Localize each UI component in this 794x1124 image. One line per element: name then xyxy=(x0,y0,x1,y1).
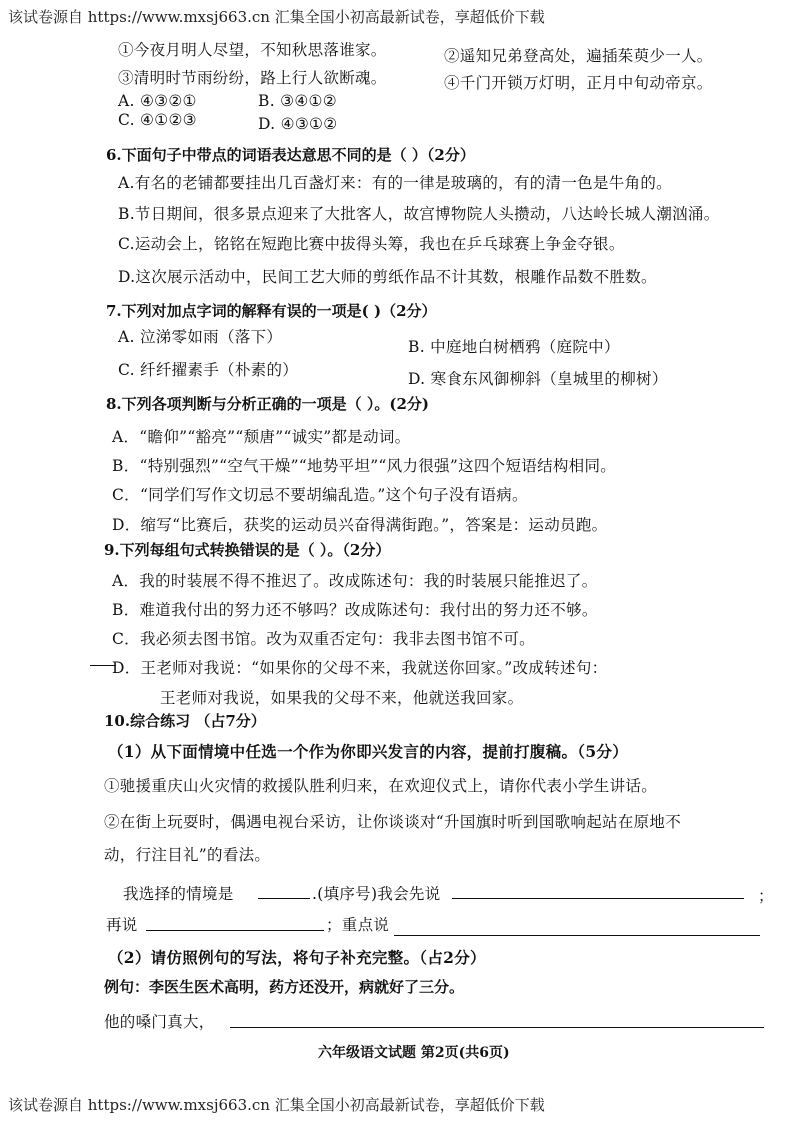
q5-option-b: B. ③④①② xyxy=(258,92,337,110)
q5-line2-right: ④千门开锁万灯明，正月中旬动帝京。 xyxy=(444,74,713,92)
page-footer: 六年级语文试题 第2页(共6页) xyxy=(318,1045,510,1061)
q10-fill1-label2: .(填序号)我会先说 xyxy=(312,885,441,903)
q10-scenario-choice-blank[interactable] xyxy=(258,898,310,899)
q7-option-d: D. 寒食东风御柳斜（皇城里的柳树） xyxy=(408,370,668,388)
q5-line2-left: ③清明时节雨纷纷，路上行人欲断魂。 xyxy=(118,69,387,87)
q10-prompt: 他的嗓门真大， xyxy=(104,1013,215,1031)
q6-option-c: C.运动会上，铭铭在短跑比赛中拔得头筹，我也在乒乓球赛上争金夺银。 xyxy=(118,235,625,253)
q10-imitation-answer-blank[interactable] xyxy=(230,1027,764,1028)
q10-part1: （1）从下面情境中任选一个作为你即兴发言的内容，提前打腹稿。（5分） xyxy=(108,742,629,761)
q8-option-d: D．缩写“比赛后，获奖的运动员兴奋得满街跑。”，答案是：运动员跑。 xyxy=(112,516,608,534)
q7-option-c: C. 纤纤擢素手（朴素的） xyxy=(118,361,299,379)
footer-banner: 该试卷源自 https://www.mxsj663.cn 汇集全国小初高最新试卷，享超低价下载 xyxy=(8,1096,545,1114)
q7-stem: 7.下列对加点字词的解释有误的一项是( )（2分） xyxy=(106,302,437,320)
q10-first-say-blank[interactable] xyxy=(452,898,744,899)
q10-fill2-label2: ；重点说 xyxy=(326,916,390,934)
q7-option-a: A. 泣涕零如雨（落下） xyxy=(118,328,283,346)
q10-scenario-2-line1: ②在街上玩耍时，偶遇电视台采访，让你谈谈对“升国旗时听到国歌响起站在原地不 xyxy=(104,813,682,831)
q10-scenario-1: ①驰援重庆山火灾情的救援队胜利归来，在欢迎仪式上，请你代表小学生讲话。 xyxy=(104,777,658,795)
q6-option-b: B.节日期间，很多景点迎来了大批客人，故宫博物院人头攒动，八达岭长城人潮汹涌。 xyxy=(118,205,720,223)
q5-line1-left: ①今夜月明人尽望，不知秋思落谁家。 xyxy=(118,41,387,59)
q10-fill1-semicolon: ； xyxy=(758,887,774,905)
q10-part2: （2）请仿照例句的写法，将句子补充完整。（占2分） xyxy=(108,948,486,967)
q9-option-b: B．难道我付出的努力还不够吗？改成陈述句：我付出的努力还不够。 xyxy=(112,601,598,619)
q8-option-b: B．“特别强烈”“空气干燥”“地势平坦”“风力很强”这四个短语结构相同。 xyxy=(112,457,617,475)
q7-option-b: B. 中庭地白树栖鸦（庭院中） xyxy=(408,338,620,356)
q10-stem: 10.综合练习 （占7分） xyxy=(104,712,266,730)
q9-option-a: A．我的时装展不得不推迟了。改成陈述句：我的时装展只能推迟了。 xyxy=(112,572,598,590)
q10-example: 例句：李医生医术高明，药方还没开，病就好了三分。 xyxy=(104,978,465,996)
q10-scenario-2-line2: 动，行注目礼”的看法。 xyxy=(104,846,271,864)
q9-stem: 9.下列每组句式转换错误的是（ ）。（2分） xyxy=(104,541,391,559)
q5-option-d: D. ④③①② xyxy=(258,115,338,133)
q8-option-a: A．“瞻仰”“豁亮”“颓唐”“诚实”都是动词。 xyxy=(112,428,411,446)
q10-fill2-label: 再说 xyxy=(106,916,138,934)
q9-option-d: D．王老师对我说：“如果你的父母不来，我就送你回家。”改成转述句： xyxy=(112,659,608,677)
q6-stem: 6.下面句子中带点的词语表达意思不同的是（ ）（2分） xyxy=(106,146,475,164)
q10-emphasis-blank[interactable] xyxy=(394,935,760,936)
header-banner: 该试卷源自 https://www.mxsj663.cn 汇集全国小初高最新试卷，享超低价下载 xyxy=(8,8,545,26)
q6-option-a: A.有名的老铺都要挂出几百盏灯来：有的一律是玻璃的，有的清一色是牛角的。 xyxy=(118,174,672,192)
q8-stem: 8.下列各项判断与分析正确的一项是（ ）。(2分) xyxy=(106,395,430,413)
q10-fill1-label: 我选择的情境是 xyxy=(123,885,234,903)
q5-option-a: A. ④③②① xyxy=(118,92,197,110)
q9-option-c: C．我必须去图书馆。改为双重否定句：我非去图书馆不可。 xyxy=(112,630,535,648)
q6-option-d: D.这次展示活动中，民间工艺大师的剪纸作品不计其数，根雕作品数不胜数。 xyxy=(118,268,657,286)
q8-option-c: C．“同学们写作文切忌不要胡编乱造。”这个句子没有语病。 xyxy=(112,486,528,504)
q9-option-d-continued: 王老师对我说，如果我的父母不来，他就送我回家。 xyxy=(160,689,524,707)
q10-then-say-blank[interactable] xyxy=(146,930,324,931)
q5-line1-right: ②遥知兄弟登高处，遍插茱萸少一人。 xyxy=(444,47,713,65)
q5-option-c: C. ④①②③ xyxy=(118,111,197,129)
